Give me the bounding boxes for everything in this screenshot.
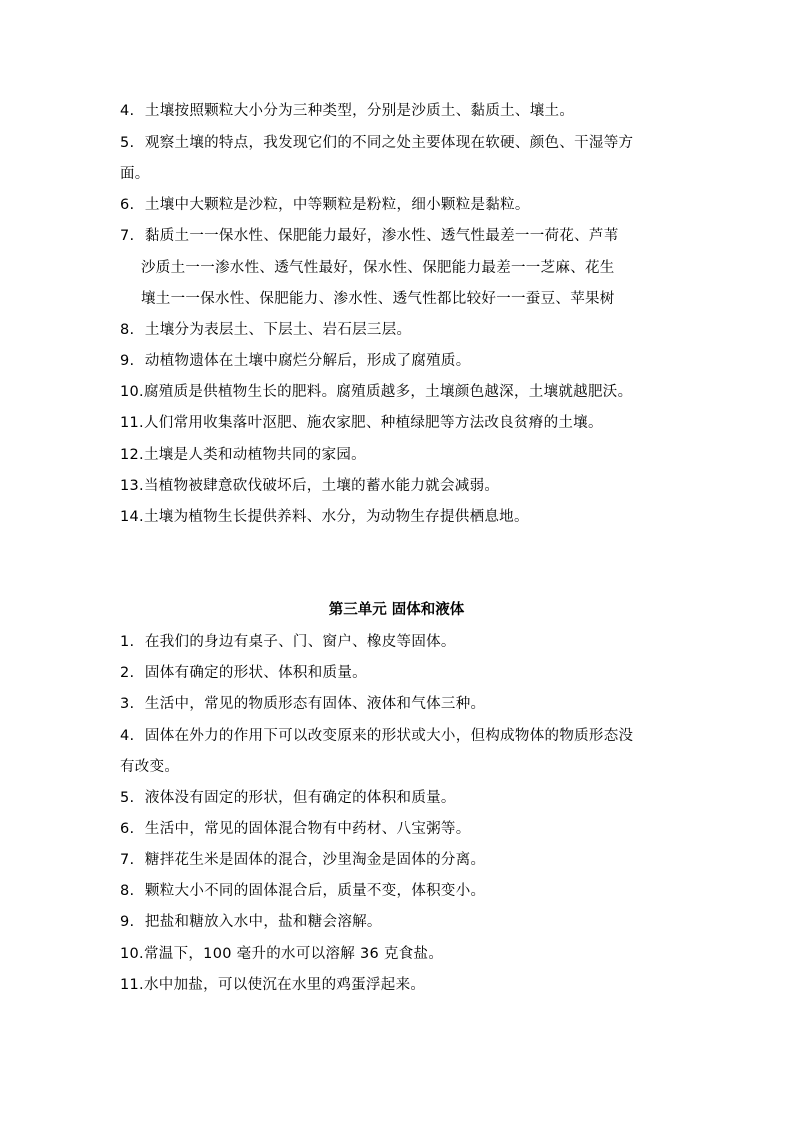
item-number: 1. — [120, 634, 135, 650]
item-text: 动植物遗体在土壤中腐烂分解后，形成了腐殖质。 — [144, 353, 471, 369]
item-text: 土壤为植物生长提供养料、水分，为动物生存提供栖息地。 — [143, 509, 529, 525]
item-number: 9. — [120, 914, 135, 930]
item-number: 4. — [120, 103, 135, 119]
item-text: 土壤按照颗粒大小分为三种类型，分别是沙质土、黏质土、壤土。 — [144, 103, 575, 119]
item-text: 人们常用收集落叶沤肥、施农家肥、种植绿肥等方法改良贫瘠的土壤。 — [143, 415, 603, 431]
list-item — [120, 382, 680, 402]
list-item — [120, 507, 680, 527]
item-text: 常温下，100 毫升的水可以溶解 36 克食盐。 — [143, 946, 444, 962]
list-item — [120, 320, 680, 340]
item-number: 13. — [120, 478, 144, 494]
list-item-continuation: 面。 — [120, 166, 150, 182]
item-text: 土壤是人类和动植物共同的家园。 — [143, 447, 366, 463]
list-item-continuation: 有改变。 — [120, 759, 180, 775]
item-number: 8. — [120, 883, 135, 899]
section-title: 第三单元 固体和液体 — [328, 602, 465, 618]
item-text: 液体没有固定的形状，但有确定的体积和质量。 — [144, 790, 456, 806]
list-item — [120, 819, 680, 839]
item-number: 4. — [120, 728, 135, 744]
item-number: 5. — [120, 135, 135, 151]
item-number: 11. — [120, 977, 144, 993]
item-text: 颗粒大小不同的固体混合后，质量不变，体积变小。 — [144, 883, 486, 899]
item-number: 7. — [120, 228, 135, 244]
item-text: 糖拌花生米是固体的混合，沙里淘金是固体的分离。 — [144, 852, 486, 868]
item-text: 腐殖质是供植物生长的肥料。腐殖质越多，土壤颜色越深，土壤就越肥沃。 — [143, 384, 633, 400]
list-item — [120, 788, 680, 808]
list-item — [120, 912, 680, 932]
item-text: 在我们的身边有桌子、门、窗户、橡皮等固体。 — [144, 634, 456, 650]
item-text: 水中加盐，可以使沉在水里的鸡蛋浮起来。 — [143, 977, 426, 993]
list-item — [120, 476, 680, 496]
item-number: 6. — [120, 197, 135, 213]
list-item — [120, 881, 680, 901]
item-text: 固体在外力的作用下可以改变原来的形状或大小，但构成物体的物质形态没 — [144, 728, 634, 744]
list-item — [120, 975, 680, 995]
list-item — [120, 133, 680, 153]
item-number: 11. — [120, 415, 144, 431]
item-number: 10. — [120, 946, 144, 962]
item-text: 生活中，常见的固体混合物有中药材、八宝粥等。 — [144, 821, 471, 837]
item-number: 2. — [120, 665, 135, 681]
item-number: 8. — [120, 322, 135, 338]
list-item — [120, 850, 680, 870]
item-number: 6. — [120, 821, 135, 837]
list-item — [120, 632, 680, 652]
list-item-subline: 沙质土一一渗水性、透气性最好，保水性、保肥能力最差一一芝麻、花生 — [141, 260, 615, 276]
item-text: 土壤中大颗粒是沙粒，中等颗粒是粉粒，细小颗粒是黏粒。 — [144, 197, 530, 213]
list-item — [120, 101, 680, 121]
item-number: 12. — [120, 447, 144, 463]
list-item — [120, 726, 680, 746]
item-text: 观察土壤的特点，我发现它们的不同之处主要体现在软硬、颜色、干湿等方 — [144, 135, 634, 151]
list-item — [120, 944, 680, 964]
item-number: 5. — [120, 790, 135, 806]
list-item-subline: 壤土一一保水性、保肥能力、渗水性、透气性都比较好一一蚕豆、苹果树 — [141, 291, 615, 307]
item-number: 9. — [120, 353, 135, 369]
item-text: 土壤分为表层土、下层土、岩石层三层。 — [144, 322, 412, 338]
item-text: 当植物被肆意砍伐破坏后，土壤的蓄水能力就会减弱。 — [143, 478, 500, 494]
list-item — [120, 663, 680, 683]
item-number: 10. — [120, 384, 144, 400]
item-text: 黏质土一一保水性、保肥能力最好，渗水性、透气性最差一一荷花、芦苇 — [144, 228, 619, 244]
item-number: 3. — [120, 696, 135, 712]
item-text: 固体有确定的形状、体积和质量。 — [144, 665, 367, 681]
list-item — [120, 694, 680, 714]
list-item — [120, 445, 680, 465]
list-item — [120, 226, 680, 246]
list-item — [120, 351, 680, 371]
item-number: 14. — [120, 509, 144, 525]
list-item — [120, 413, 680, 433]
item-number: 7. — [120, 852, 135, 868]
item-text: 把盐和糖放入水中，盐和糖会溶解。 — [144, 914, 382, 930]
list-item — [120, 195, 680, 215]
item-text: 生活中，常见的物质形态有固体、液体和气体三种。 — [144, 696, 486, 712]
